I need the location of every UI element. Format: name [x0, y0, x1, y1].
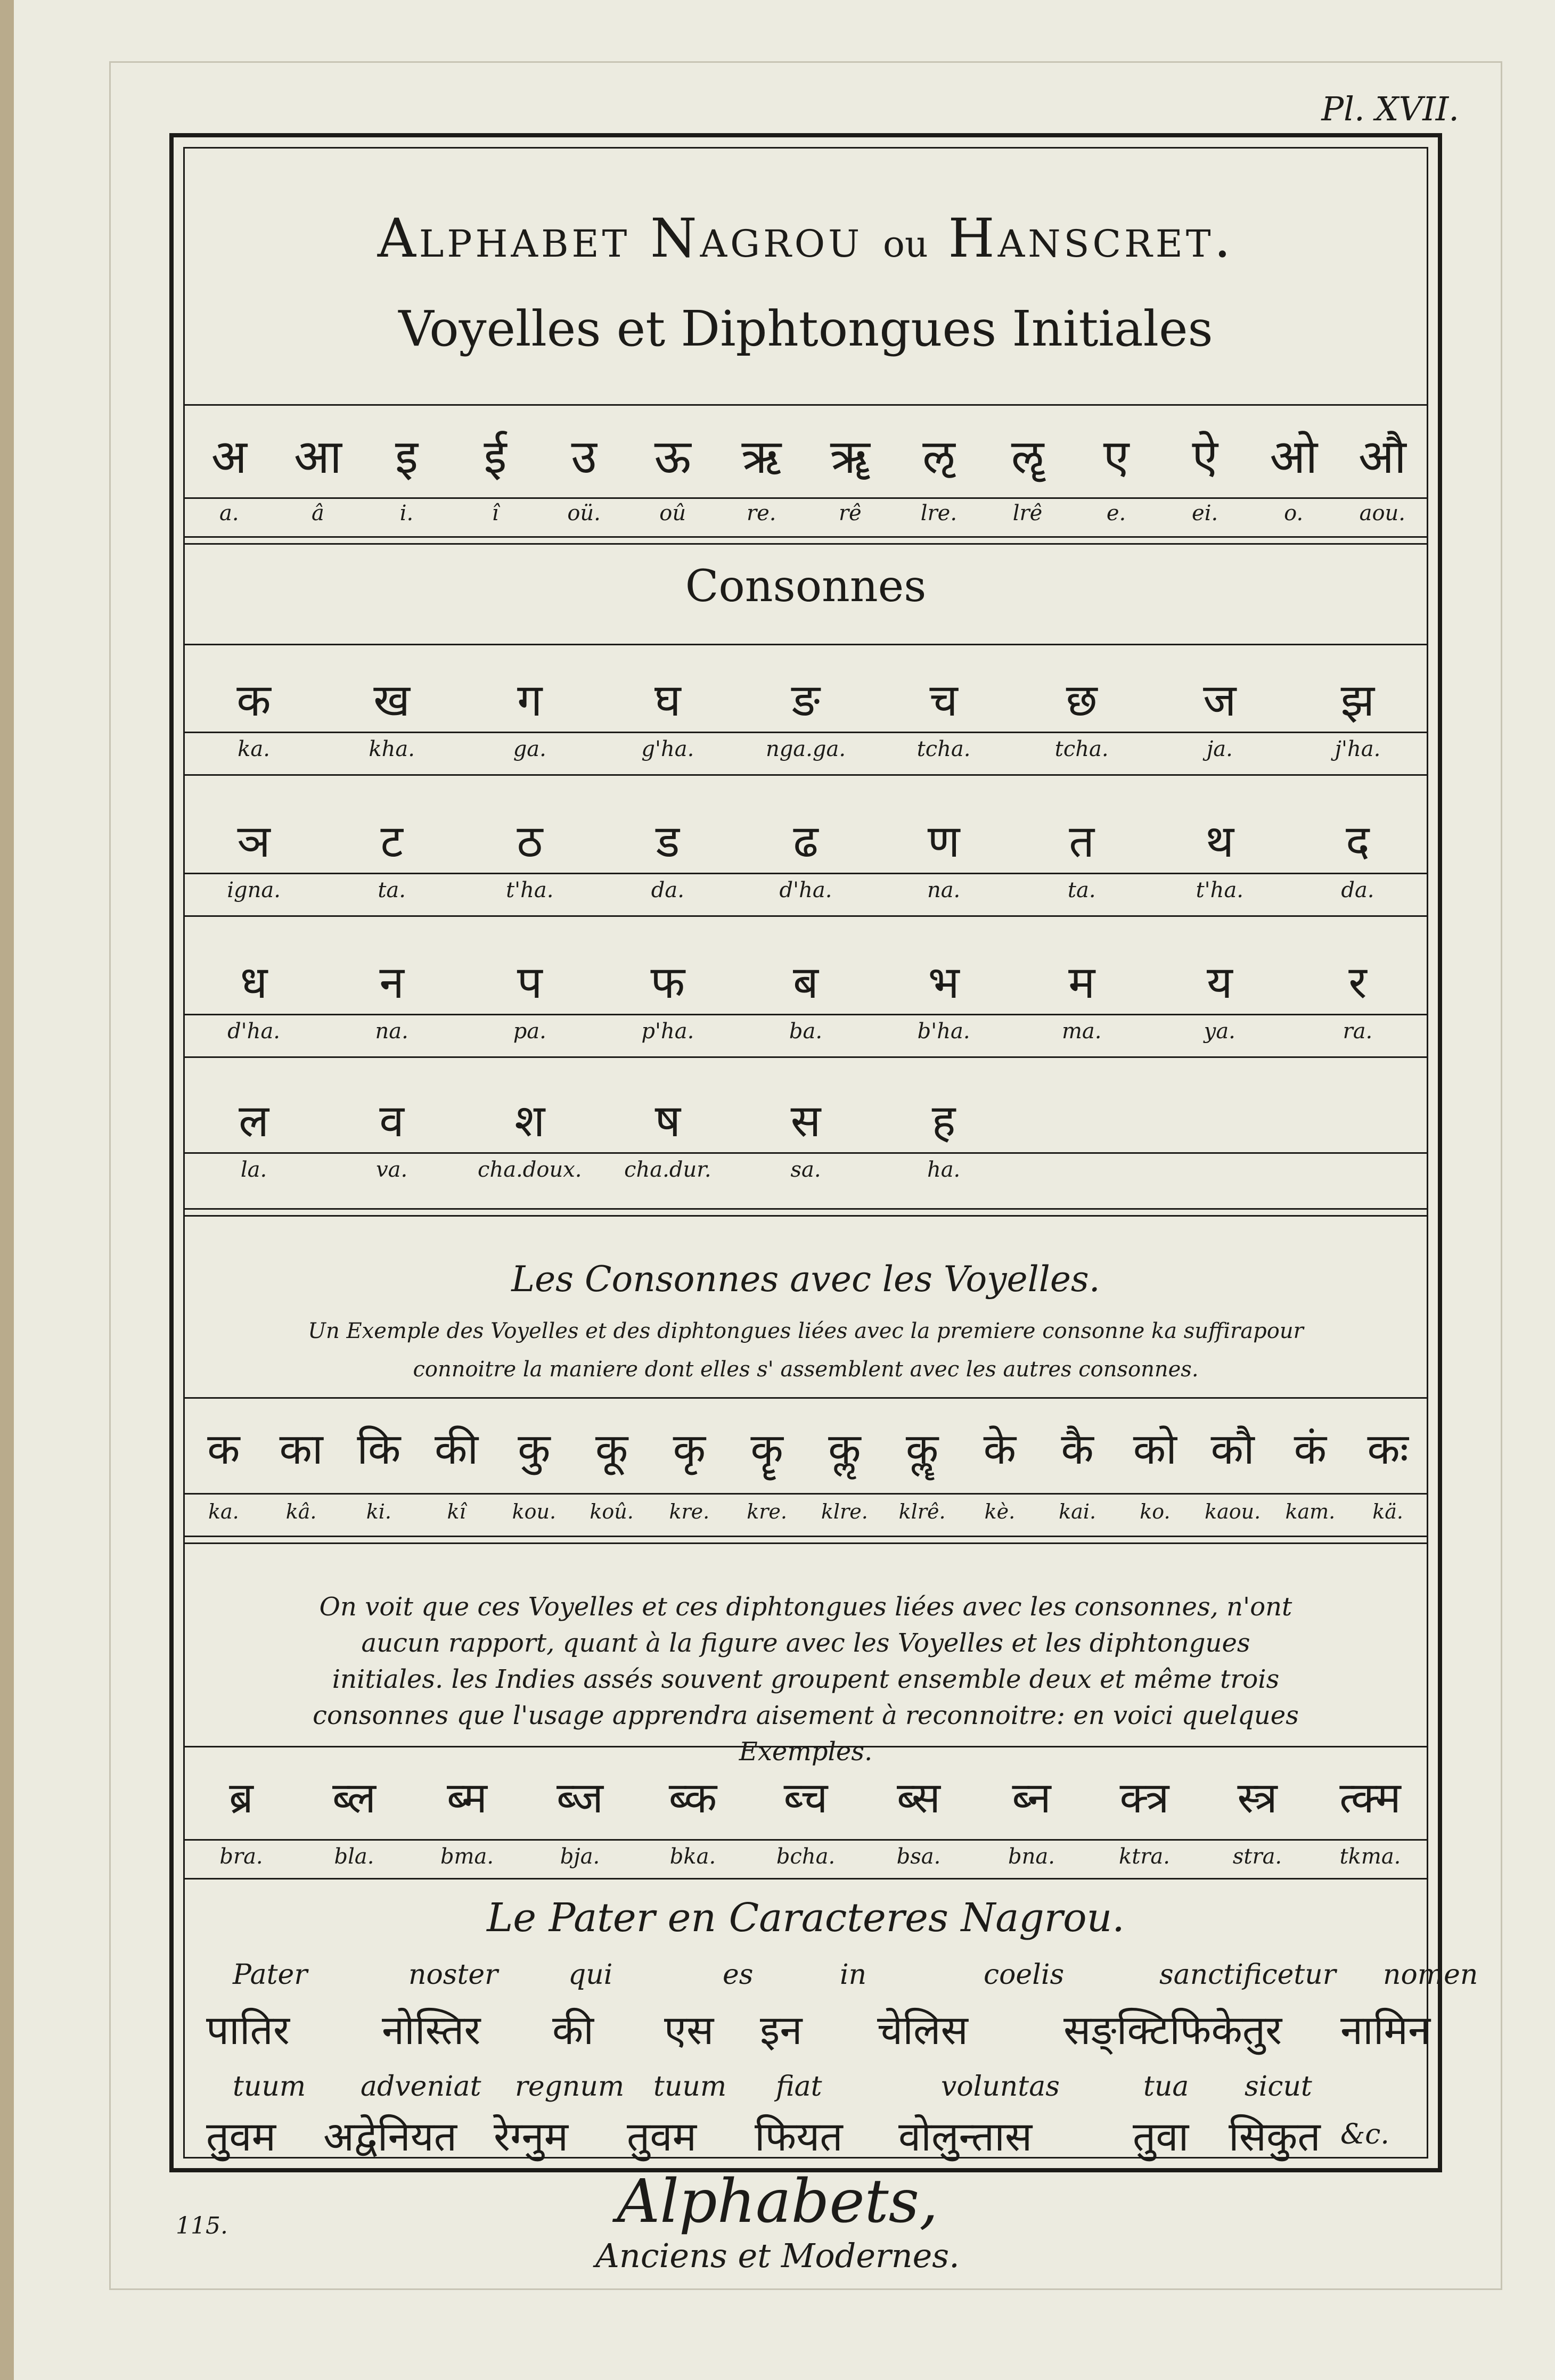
cluster-glyph: ब्क [668, 1773, 717, 1823]
consonant-glyph: ढ [793, 815, 819, 867]
pater-latin-word: regnum [515, 2071, 625, 2103]
consonant-glyph: प [517, 956, 543, 1008]
vowel-label-row [185, 501, 1427, 526]
consonant-glyph: त [1069, 815, 1095, 867]
pater-nagrou-word: पातिर [206, 2006, 290, 2054]
consonant-glyph: स [790, 1095, 821, 1147]
consonant-label-row [185, 737, 1427, 761]
pater-etcetera: &c. [1340, 2119, 1389, 2151]
vowel-glyph: ऌ [922, 429, 955, 484]
vowel-label: re. [747, 501, 776, 526]
consonant-glyph: ण [927, 815, 960, 867]
consonant-glyph: च [929, 674, 958, 726]
syllable-label: kè. [984, 1500, 1016, 1523]
consonant-label: ka. [238, 737, 270, 761]
title-part-3: Hanscret. [948, 207, 1234, 269]
consonant-label: j'ha. [1335, 737, 1381, 761]
cluster-glyph: ब्च [783, 1773, 828, 1823]
pater-latin-word: sanctificetur [1159, 1959, 1336, 1991]
consonant-label [1151, 1158, 1289, 1182]
consonant-label [1289, 1158, 1427, 1182]
consonant-glyph: ग [517, 674, 543, 726]
pater-nagrou-word: तुवम [627, 2113, 697, 2160]
consonant-label: ha. [927, 1158, 961, 1182]
consonant-glyph: ज [1203, 674, 1237, 726]
vowel-glyph: आ [293, 429, 342, 484]
syllable-glyph: कं [1294, 1424, 1327, 1474]
pater-latin-word: qui [568, 1959, 613, 1991]
syllable-label: kâ. [285, 1500, 317, 1523]
consonant-label: na. [375, 1019, 408, 1044]
vowel-label: â [311, 501, 324, 526]
consonant-glyph: ट [380, 815, 403, 867]
plate-frame [169, 133, 1478, 2172]
consonant-glyph: ह [931, 1095, 956, 1147]
cluster-label: stra. [1232, 1844, 1282, 1869]
consonant-label: va. [376, 1158, 408, 1182]
cluster-glyph: ब्ज [556, 1773, 604, 1823]
pater-latin-word: es [723, 1959, 754, 1991]
vowel-glyph: ॠ [830, 429, 870, 484]
syllable-label: kre. [669, 1500, 710, 1523]
cluster-label: bna. [1008, 1844, 1055, 1869]
pater-nagrou-word: नोस्तिर [382, 2006, 481, 2054]
consonant-glyph: र [1348, 956, 1367, 1008]
consonant-glyph: फ [650, 956, 685, 1008]
pater-latin-word: tuum [653, 2071, 727, 2103]
cluster-label: ktra. [1119, 1844, 1170, 1869]
consonant-label: ma. [1061, 1019, 1102, 1044]
syllable-glyph: कू [595, 1424, 628, 1474]
consonant-label: t'ha. [506, 878, 554, 902]
cluster-glyph: क्त्र [1119, 1773, 1169, 1823]
syllable-glyph: के [983, 1424, 1017, 1474]
syllable-label-row [185, 1500, 1427, 1523]
syllable-glyph: की [435, 1424, 479, 1474]
plate-title [185, 207, 1427, 269]
vowel-label: î [492, 501, 499, 526]
pater-latin-word: sicut [1245, 2071, 1312, 2103]
consonant-glyph: थ [1205, 815, 1234, 867]
consonant-label: ta. [1067, 878, 1096, 902]
pater-nagrou-word: की [552, 2006, 594, 2054]
pater-latin-word: adveniat [361, 2071, 481, 2103]
vowel-glyph: उ [571, 429, 597, 484]
cluster-label-row [185, 1844, 1427, 1869]
consonant-glyph: ख [373, 674, 411, 726]
syllable-glyph: कॣ [905, 1424, 939, 1474]
pater-latin-word: voluntas [941, 2071, 1060, 2103]
pater-nagrou-word: नामिन [1340, 2006, 1431, 2054]
consonant-label: ba. [789, 1019, 823, 1044]
footer-title: Alphabets, [617, 2167, 938, 2236]
consonant-label: ja. [1206, 737, 1233, 761]
consonant-glyph [1289, 1088, 1427, 1150]
consonant-label: p'ha. [641, 1019, 694, 1044]
syllable-glyph: कौ [1210, 1424, 1255, 1474]
vowel-glyph: ॡ [1011, 429, 1044, 484]
syllable-label: klre. [821, 1500, 868, 1523]
consonant-glyph-row [185, 950, 1427, 1011]
consonant-label: d'ha. [779, 878, 832, 902]
vowel-label: a. [219, 501, 239, 526]
pater-nagrou-word: तुवा [1133, 2113, 1189, 2160]
explanatory-paragraph: On voit que ces Voyelles et ces diphtongues liées avec les consonnes, n'ont aucun rapport, quant à la figure avec les Voyelles et les diphtongues initiales. les Indies assés souvent groupent ensemble deux et même trois consonnes que l'usage apprendra aisement à reconnoitre: en voici quelques Exemples. [313, 1592, 1299, 1767]
consonant-label: d'ha. [227, 1019, 281, 1044]
syllable-label: ko. [1140, 1500, 1171, 1523]
vowel-label: oû [659, 501, 686, 526]
syllable-glyph: कृ [673, 1424, 706, 1474]
syllable-glyph: कः [1367, 1424, 1409, 1474]
syllable-label: kî [447, 1500, 466, 1523]
pater-nagrou-word: सङ्क्टिफिकेतुर [1063, 2006, 1282, 2054]
pater-latin-word: in [840, 1959, 867, 1991]
consonants-title: Consonnes [685, 561, 927, 612]
syllable-glyph: कु [518, 1424, 551, 1474]
cluster-label: tkma. [1339, 1844, 1401, 1869]
vowel-glyph: ऋ [741, 429, 782, 484]
vowel-glyph: इ [395, 429, 419, 484]
consonant-glyph: ब [793, 956, 819, 1008]
pater-nagrou-word: अद्वेनियत [323, 2113, 457, 2160]
vowel-glyph-row [185, 423, 1427, 487]
cluster-label: bcha. [776, 1844, 836, 1869]
consonant-glyph: श [514, 1095, 545, 1147]
vowel-glyph: अ [211, 429, 247, 484]
vowel-label: i. [399, 501, 414, 526]
syllable-glyph: को [1133, 1424, 1177, 1474]
consonant-glyph: य [1206, 956, 1233, 1008]
consonant-glyph [1013, 1088, 1151, 1150]
title-part-2: ou [882, 224, 928, 266]
consonant-label: da. [1341, 878, 1374, 902]
consonant-label: sa. [790, 1158, 821, 1182]
cluster-label: bsa. [896, 1844, 941, 1869]
syllable-glyph: का [279, 1424, 323, 1474]
pater-nagrou-word: चेलिस [877, 2006, 968, 2054]
pater-nagrou-word: एस [664, 2006, 714, 2054]
cluster-glyph: स्त्र [1237, 1773, 1278, 1823]
vowel-label: aou. [1359, 501, 1405, 526]
consonant-label: ga. [513, 737, 546, 761]
vowel-label: lre. [920, 501, 957, 526]
title-part-1: Alphabet Nagrou [377, 207, 863, 269]
vowel-glyph: ऊ [654, 429, 691, 484]
cluster-label: bma. [440, 1844, 494, 1869]
pater-nagrou-word: सिकुत [1229, 2113, 1321, 2160]
pater-latin-word: Pater [233, 1959, 308, 1991]
vowel-label: oü. [567, 501, 601, 526]
pater-latin-word: tuum [233, 2071, 306, 2103]
vowel-glyph: ओ [1270, 429, 1318, 484]
consonant-label: b'ha. [917, 1019, 970, 1044]
pater-latin-word: noster [408, 1959, 498, 1991]
vowel-label: lrê [1012, 501, 1043, 526]
syllable-glyph: कॄ [750, 1424, 783, 1474]
cluster-label: bka. [669, 1844, 716, 1869]
plate-subtitle: Voyelles et Diphtongues Initiales [398, 300, 1213, 357]
cluster-glyph: ब्न [1012, 1773, 1051, 1823]
syllable-label: kou. [512, 1500, 556, 1523]
pater-nagrou-word: तुवम [206, 2113, 276, 2160]
pater-latin-word: coelis [984, 1959, 1065, 1991]
consonant-label: pa. [513, 1019, 546, 1044]
pater-latin-word: fiat [776, 2071, 822, 2103]
consonant-label: na. [927, 878, 961, 902]
consonant-label: da. [651, 878, 684, 902]
syllable-glyph: कॢ [828, 1424, 861, 1474]
cluster-glyph: ब्ल [332, 1773, 376, 1823]
consonant-glyph [1151, 1088, 1289, 1150]
consonant-glyph: ड [656, 815, 680, 867]
consonant-label-row [185, 878, 1427, 902]
consonant-glyph: न [379, 956, 404, 1008]
cluster-glyph: ब्स [897, 1773, 940, 1823]
consonant-glyph: ध [240, 956, 268, 1008]
consonant-glyph-row [185, 1088, 1427, 1150]
consonant-label: ya. [1204, 1019, 1235, 1044]
pater-nagrou-word: इन [760, 2006, 803, 2054]
vowel-glyph: ऐ [1192, 429, 1218, 484]
cluster-glyph: त्क्म [1339, 1773, 1401, 1823]
consonant-glyph: छ [1066, 674, 1098, 726]
consonant-label [1013, 1158, 1151, 1182]
consonant-glyph: द [1346, 815, 1370, 867]
syllable-glyph-row [185, 1418, 1427, 1476]
pater-title: Le Pater en Caracteres Nagrou. [487, 1895, 1125, 1941]
syllable-glyph: क [207, 1424, 240, 1474]
vowel-label: o. [1284, 501, 1304, 526]
vowel-label: ei. [1192, 501, 1218, 526]
consonant-label: nga.ga. [765, 737, 846, 761]
syllable-label: kä. [1372, 1500, 1403, 1523]
syllable-label: ki. [366, 1500, 391, 1523]
syllable-label: kre. [747, 1500, 787, 1523]
vowel-glyph: ई [484, 429, 507, 484]
syllable-label: kam. [1285, 1500, 1336, 1523]
section-title: Les Consonnes avec les Voyelles. [511, 1259, 1100, 1300]
consonant-glyph: झ [1340, 674, 1375, 726]
syllable-glyph: कै [1061, 1424, 1094, 1474]
cluster-label: bra. [219, 1844, 263, 1869]
consonant-glyph: ल [239, 1095, 269, 1147]
pater-latin-word: tua [1143, 2071, 1189, 2103]
vowel-glyph: ए [1103, 429, 1130, 484]
cluster-label: bla. [334, 1844, 374, 1869]
consonant-label: tcha. [1054, 737, 1109, 761]
consonant-label: la. [240, 1158, 267, 1182]
consonant-glyph: ङ [791, 674, 820, 726]
syllable-label: kaou. [1205, 1500, 1261, 1523]
consonant-glyph: भ [928, 956, 960, 1008]
cluster-glyph-row [185, 1767, 1427, 1825]
syllable-glyph: कि [357, 1424, 401, 1474]
consonant-glyph: ष [654, 1095, 681, 1147]
consonant-label: igna. [227, 878, 281, 902]
pater-nagrou-word: रेग्नुम [494, 2113, 569, 2160]
consonant-label: kha. [369, 737, 415, 761]
consonant-glyph-row [185, 668, 1427, 729]
pater-nagrou-word: फियत [755, 2113, 843, 2160]
page-number: 115. [176, 2212, 228, 2239]
consonant-label-row [185, 1158, 1427, 1182]
vowel-label: rê [838, 501, 862, 526]
syllable-label: ka. [208, 1500, 239, 1523]
syllable-label: kai. [1059, 1500, 1096, 1523]
consonant-glyph: ञ [237, 815, 271, 867]
consonant-glyph-row [185, 809, 1427, 870]
pater-nagrou-word: वोलुन्तास [898, 2113, 1033, 2160]
syllable-label: koû. [590, 1500, 634, 1523]
syllable-label: klrê. [898, 1500, 946, 1523]
vowel-glyph: औ [1358, 429, 1406, 484]
consonant-glyph: म [1068, 956, 1095, 1008]
consonant-label-row [185, 1019, 1427, 1044]
pater-latin-word: nomen [1383, 1959, 1478, 1991]
consonant-label: cha.doux. [478, 1158, 582, 1182]
consonant-label: ra. [1343, 1019, 1373, 1044]
plate-inner-frame [183, 147, 1478, 2160]
footer-subtitle: Anciens et Modernes. [595, 2236, 960, 2275]
consonant-label: cha.dur. [624, 1158, 711, 1182]
consonant-label: g'ha. [641, 737, 694, 761]
consonant-glyph: ठ [517, 815, 543, 867]
cluster-glyph: ब्म [447, 1773, 487, 1823]
plate-number: Pl. XVII. [1321, 89, 1459, 128]
consonant-glyph: घ [654, 674, 681, 726]
consonant-label: t'ha. [1196, 878, 1244, 902]
consonant-glyph: क [236, 674, 271, 726]
page-edge-shadow [0, 0, 14, 2380]
consonant-glyph: व [379, 1095, 405, 1147]
cluster-label: bja. [560, 1844, 600, 1869]
vowel-label: e. [1106, 501, 1126, 526]
consonant-label: tcha. [916, 737, 971, 761]
consonant-label: ta. [378, 878, 406, 902]
cluster-glyph: ब्र [229, 1773, 253, 1823]
section-description: Un Exemple des Voyelles et des diphtongues liées avec la premiere consonne ka suffirapour connoitre la maniere dont elles s' assemblent avec les autres consonnes. [308, 1319, 1304, 1382]
